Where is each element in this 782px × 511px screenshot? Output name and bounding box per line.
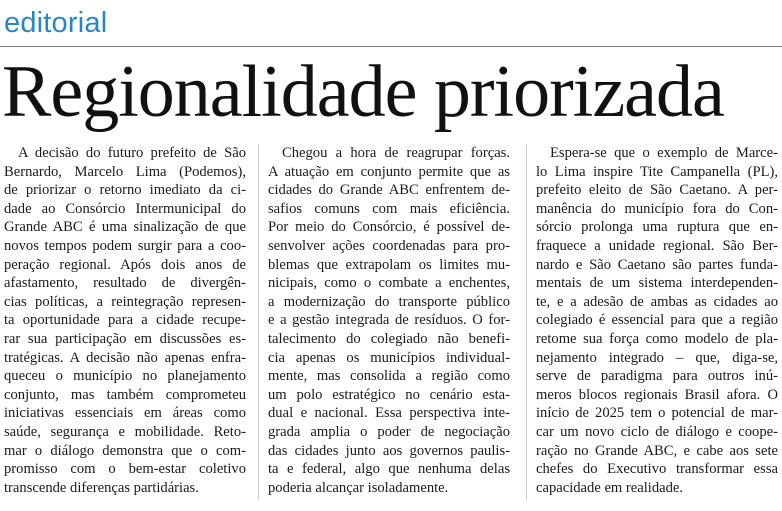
article-line: cias políticas, a reintegração represen-	[4, 293, 246, 310]
article-line: retome sua força como modelo de pla-	[536, 330, 778, 347]
section-label: editorial	[4, 7, 108, 39]
article-line: Chegou a hora de reagrupar forças.	[282, 145, 510, 161]
article-line: ração no Grande ABC, e cabe aos sete	[536, 442, 778, 459]
article-line: A atuação em conjunto permite que as	[268, 163, 510, 180]
article-line: mar o diálogo demonstra que o com-	[4, 442, 246, 459]
article-line: Bernardo, Marcelo Lima (Podemos),	[4, 163, 246, 180]
article-line: talecimento do colegiado não benefi-	[268, 330, 510, 347]
article-line: nejamento integrado – que, diga-se,	[536, 349, 778, 366]
article-line: serve de paradigma para outros inú-	[536, 368, 778, 385]
article-line: lo Lima inspire Tite Campanella (PL),	[536, 163, 778, 180]
article-line: e a gestão integrada de resíduos. O for-	[268, 312, 510, 329]
article-line: cidades do Grande ABC enfrentem de-	[268, 182, 510, 199]
article-line: novos tempos podem surgir para a coo-	[4, 237, 246, 254]
article-line: rar sua participação em discussões es-	[4, 330, 246, 347]
article-line: capacidade em realidade.	[536, 479, 684, 496]
article-line: cia apenas os municípios individual-	[268, 349, 510, 366]
article-column-3	[536, 144, 778, 504]
header-rule	[0, 46, 782, 47]
article-line: car um novo ciclo de diálogo e coope-	[536, 423, 778, 440]
article-line: dade ao Consórcio Intermunicipal do	[4, 200, 246, 217]
article-line: iniciativas essenciais em áreas como	[4, 405, 246, 422]
article-line: te, e a adesão de ambas as cidades ao	[536, 293, 778, 310]
article-line: grada amplia o poder de negociação	[268, 423, 510, 440]
article-line: dual e nacional. Essa perspectiva inte-	[268, 405, 510, 422]
article-line: peração regional. Após dois anos de	[4, 256, 246, 273]
article-line: Por meio do Consórcio, é possível de-	[268, 219, 510, 236]
article-line: início de 2025 tem o potencial de mar-	[536, 405, 778, 422]
article-line: ta oportunidade para a cidade recupe-	[4, 312, 246, 329]
article-line: manência do município fora do Con-	[536, 200, 778, 217]
article-line: ta e federal, algo que nenhuma delas	[268, 461, 510, 478]
article-line: fraquece a unidade regional. São Ber-	[536, 237, 778, 254]
article-line: a modernização do transporte público	[268, 293, 510, 310]
headline: Regionalidade priorizada	[2, 51, 724, 133]
article-line: nicipais, como o combate a enchentes,	[268, 275, 510, 292]
article-line: mentais de um sistema interdependen-	[536, 275, 778, 292]
article-column-2	[268, 144, 510, 504]
column-divider	[526, 144, 527, 500]
article-line: nardo e São Caetano são partes funda-	[536, 256, 778, 273]
article-line: afastamento, resultado de divergên-	[4, 275, 246, 292]
column-divider	[258, 144, 259, 500]
article-line: prefeito eleito de São Caetano. A per-	[536, 182, 778, 199]
article-line: saúde, segurança e mobilidade. Reto-	[4, 423, 246, 440]
article-line: safios comuns com mais eficiência.	[268, 200, 510, 217]
article-line: colegiado é essencial para que a região	[536, 312, 778, 329]
article-line: das cidades junto aos governos paulis-	[268, 442, 510, 459]
article-line: Espera-se que o exemplo de Marce-	[550, 145, 778, 161]
article-line: blemas que extrapolam os limites mu-	[268, 256, 510, 273]
article-line: tratégicas. A decisão não apenas enfra-	[4, 349, 246, 366]
article-line: transcende diferenças partidárias.	[4, 479, 199, 496]
article-line: meros blocos regionais Brasil afora. O	[536, 386, 778, 403]
article-line: poderia alcançar isoladamente.	[268, 479, 449, 496]
article-line: mente, mas consolida a região como	[268, 368, 510, 385]
article-line: conjunto, mas também comprometeu	[4, 386, 246, 403]
article-line: um polo estratégico no cenário esta-	[268, 386, 510, 403]
article-line: queceu o município no planejamento	[4, 368, 246, 385]
article-line: promisso com o bem-estar coletivo	[4, 461, 246, 478]
article-line: de priorizar o retorno imediato da ci-	[4, 182, 246, 199]
article-line: senvolver ações coordenadas para pro-	[268, 237, 510, 254]
article-column-1	[4, 144, 246, 504]
article-line: Grande ABC é uma sinalização de que	[4, 219, 246, 236]
article-line: sórcio prolonga uma ruptura que en-	[536, 219, 778, 236]
article-line: chefes do Executivo transformar essa	[536, 461, 778, 478]
article-line: A decisão do futuro prefeito de São	[18, 145, 246, 161]
